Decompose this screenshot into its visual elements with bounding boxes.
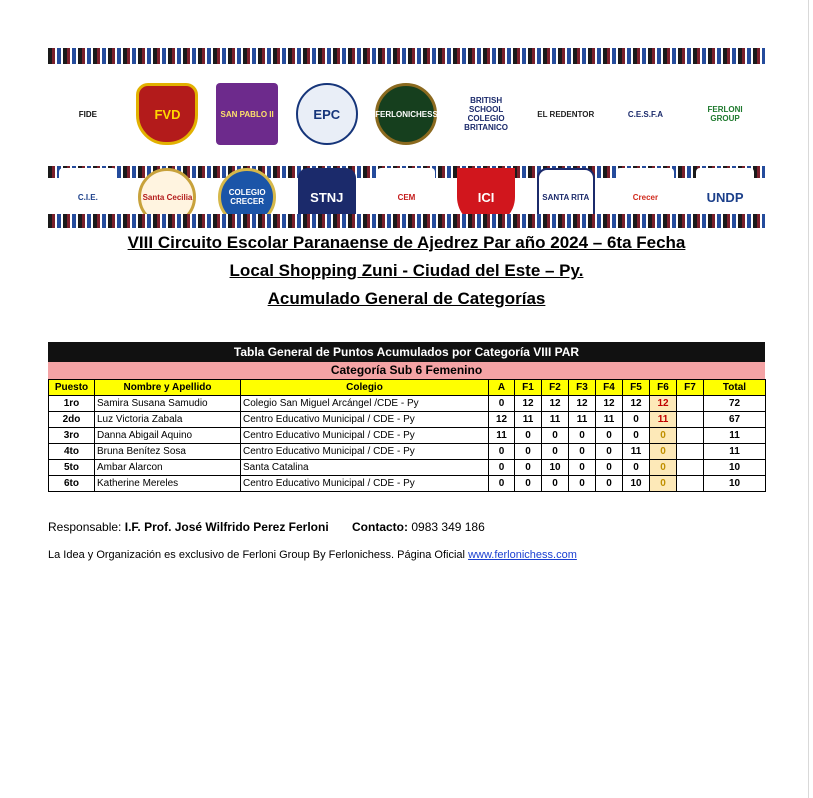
responsible-label: Responsable: — [48, 520, 122, 534]
cell-f5: 12 — [623, 396, 650, 412]
cell-puesto: 6to — [49, 476, 95, 492]
cell-f6: 0 — [650, 428, 677, 444]
cell-f5: 0 — [623, 412, 650, 428]
cell-f3: 0 — [569, 428, 596, 444]
cell-f7 — [677, 444, 704, 460]
cell-f6: 0 — [650, 460, 677, 476]
sponsors-banner — [48, 48, 765, 228]
chessboard-icon — [375, 83, 437, 145]
table-header-row — [49, 380, 766, 396]
logo-label: BRITISH SCHOOL COLEGIO BRITANICO — [464, 96, 509, 132]
cell-colegio: Colegio San Miguel Arcángel /CDE - Py — [241, 396, 489, 412]
column-header: F6 — [650, 380, 677, 396]
cell-a: 0 — [489, 476, 515, 492]
cell-f7 — [677, 428, 704, 444]
cell-total: 10 — [704, 460, 766, 476]
table-row — [49, 444, 766, 460]
logo-label: SANTA RITA — [542, 192, 590, 202]
cell-total: 72 — [704, 396, 766, 412]
responsible-name: I.F. Prof. José Wilfrido Perez Ferloni — [124, 520, 329, 534]
cell-f2: 0 — [542, 444, 569, 460]
column-header: A — [489, 380, 515, 396]
cell-f1: 0 — [515, 428, 542, 444]
column-header: Nombre y Apellido — [95, 380, 241, 396]
chess-pieces-strip-top — [48, 48, 765, 64]
standings-table — [48, 379, 766, 492]
cell-puesto: 2do — [49, 412, 95, 428]
event-title-text: VIII Circuito Escolar Paranaense de Ajedrez Par año 2024 – 6ta Fecha — [127, 233, 686, 252]
table-row — [49, 460, 766, 476]
column-header: F7 — [677, 380, 704, 396]
cell-f4: 0 — [596, 476, 623, 492]
cell-nombre: Samira Susana Samudio — [95, 396, 241, 412]
logo-row-bottom — [48, 178, 765, 216]
cell-nombre: Danna Abigail Aquino — [95, 428, 241, 444]
cell-nombre: Bruna Benítez Sosa — [95, 444, 241, 460]
cell-f2: 12 — [542, 396, 569, 412]
logo-label: FERLONI GROUP — [707, 105, 743, 123]
cell-f1: 0 — [515, 476, 542, 492]
category-heading: Categoría Sub 6 Femenino — [48, 362, 765, 379]
logo-label: FVD — [154, 106, 181, 122]
logo-label: Santa Cecilia — [142, 192, 193, 202]
cell-f5: 11 — [623, 444, 650, 460]
cell-nombre: Luz Victoria Zabala — [95, 412, 241, 428]
cell-f7 — [677, 476, 704, 492]
cell-a: 12 — [489, 412, 515, 428]
cell-f4: 11 — [596, 412, 623, 428]
cell-f2: 10 — [542, 460, 569, 476]
logo-label: FIDE — [78, 109, 97, 119]
cell-colegio: Centro Educativo Municipal / CDE - Py — [241, 444, 489, 460]
chess-pieces-strip-bottom — [48, 214, 765, 228]
cell-f3: 0 — [569, 460, 596, 476]
cell-f6: 12 — [650, 396, 677, 412]
cell-f3: 12 — [569, 396, 596, 412]
column-header: Puesto — [49, 380, 95, 396]
organization-text: La Idea y Organización es exclusivo de Ferloni Group By Ferlonichess. Página Oficial — [48, 549, 465, 561]
report-title — [0, 288, 813, 310]
logo-label: C.I.E. — [77, 192, 98, 202]
cell-a: 0 — [489, 444, 515, 460]
cell-total: 11 — [704, 428, 766, 444]
cell-nombre: Ambar Alarcon — [95, 460, 241, 476]
cell-puesto: 1ro — [49, 396, 95, 412]
logo-label: ICI — [477, 189, 495, 205]
cell-a: 0 — [489, 396, 515, 412]
union-jack-icon — [455, 83, 517, 145]
logo-label: UNDP — [706, 189, 744, 205]
cell-f1: 11 — [515, 412, 542, 428]
cell-f4: 0 — [596, 444, 623, 460]
cell-colegio: Centro Educativo Municipal / CDE - Py — [241, 412, 489, 428]
logo-label: EL REDENTOR — [537, 109, 595, 119]
cell-f4: 0 — [596, 460, 623, 476]
logo-label: EPC — [313, 106, 341, 122]
logo-label: SAN PABLO II — [220, 109, 274, 119]
logo-label: C.E.S.F.A — [627, 109, 663, 119]
cell-puesto: 3ro — [49, 428, 95, 444]
christ-statue-icon — [535, 83, 597, 145]
column-header: F3 — [569, 380, 596, 396]
cell-f5: 0 — [623, 428, 650, 444]
hexagon-group-icon — [694, 83, 756, 145]
cell-f1: 0 — [515, 460, 542, 476]
contact-phone: 0983 349 186 — [411, 520, 485, 534]
shield-icon — [136, 83, 198, 145]
dove-cross-icon — [614, 83, 676, 145]
column-header: F1 — [515, 380, 542, 396]
cell-puesto: 4to — [49, 444, 95, 460]
column-header: Total — [704, 380, 766, 396]
cell-colegio: Centro Educativo Municipal / CDE - Py — [241, 428, 489, 444]
cell-colegio: Santa Catalina — [241, 460, 489, 476]
cell-f7 — [677, 412, 704, 428]
table-row — [49, 428, 766, 444]
organization-note — [48, 549, 577, 561]
cell-a: 11 — [489, 428, 515, 444]
cell-f5: 10 — [623, 476, 650, 492]
logo-row-top — [48, 64, 765, 164]
column-header: F5 — [623, 380, 650, 396]
cell-colegio: Centro Educativo Municipal / CDE - Py — [241, 476, 489, 492]
report-title-text: Acumulado General de Categorías — [267, 289, 546, 308]
cell-nombre: Katherine Mereles — [95, 476, 241, 492]
cell-f3: 0 — [569, 476, 596, 492]
table-row — [49, 412, 766, 428]
cell-f6: 11 — [650, 412, 677, 428]
cell-f4: 0 — [596, 428, 623, 444]
responsible-line — [48, 520, 485, 534]
cell-f6: 0 — [650, 444, 677, 460]
column-header: Colegio — [241, 380, 489, 396]
cell-f3: 0 — [569, 444, 596, 460]
cell-f2: 11 — [542, 412, 569, 428]
cell-total: 67 — [704, 412, 766, 428]
column-header: F4 — [596, 380, 623, 396]
school-emblem-icon — [296, 83, 358, 145]
cell-total: 10 — [704, 476, 766, 492]
cell-f5: 0 — [623, 460, 650, 476]
table-body — [49, 396, 766, 492]
cell-f6: 0 — [650, 476, 677, 492]
cell-f7 — [677, 396, 704, 412]
table-row — [49, 476, 766, 492]
cell-f3: 11 — [569, 412, 596, 428]
cell-f2: 0 — [542, 428, 569, 444]
event-location-text: Local Shopping Zuni - Ciudad del Este – Py. — [229, 261, 584, 280]
contact-label: Contacto: — [352, 520, 409, 534]
logo-label: STNJ — [310, 189, 344, 205]
official-site-link[interactable]: www.ferlonichess.com — [468, 549, 577, 561]
logo-label: COLEGIO CRECER — [228, 188, 266, 206]
logo-label: CEM — [397, 192, 416, 202]
cell-f4: 12 — [596, 396, 623, 412]
logo-label: FERLONICHESS — [375, 109, 438, 119]
cell-f1: 12 — [515, 396, 542, 412]
event-location — [0, 260, 813, 282]
column-header: F2 — [542, 380, 569, 396]
cell-total: 11 — [704, 444, 766, 460]
cell-a: 0 — [489, 460, 515, 476]
page-edge — [808, 0, 809, 798]
cell-f2: 0 — [542, 476, 569, 492]
event-title — [0, 232, 813, 254]
cell-f1: 0 — [515, 444, 542, 460]
cell-puesto: 5to — [49, 460, 95, 476]
table-row — [49, 396, 766, 412]
standings-table-wrapper — [48, 342, 765, 492]
cell-f7 — [677, 460, 704, 476]
cross-icon — [216, 83, 278, 145]
table-heading: Tabla General de Puntos Acumulados por Categoría VIII PAR — [48, 342, 765, 362]
chess-knight-icon — [57, 83, 119, 145]
logo-label: Crecer — [632, 192, 659, 202]
